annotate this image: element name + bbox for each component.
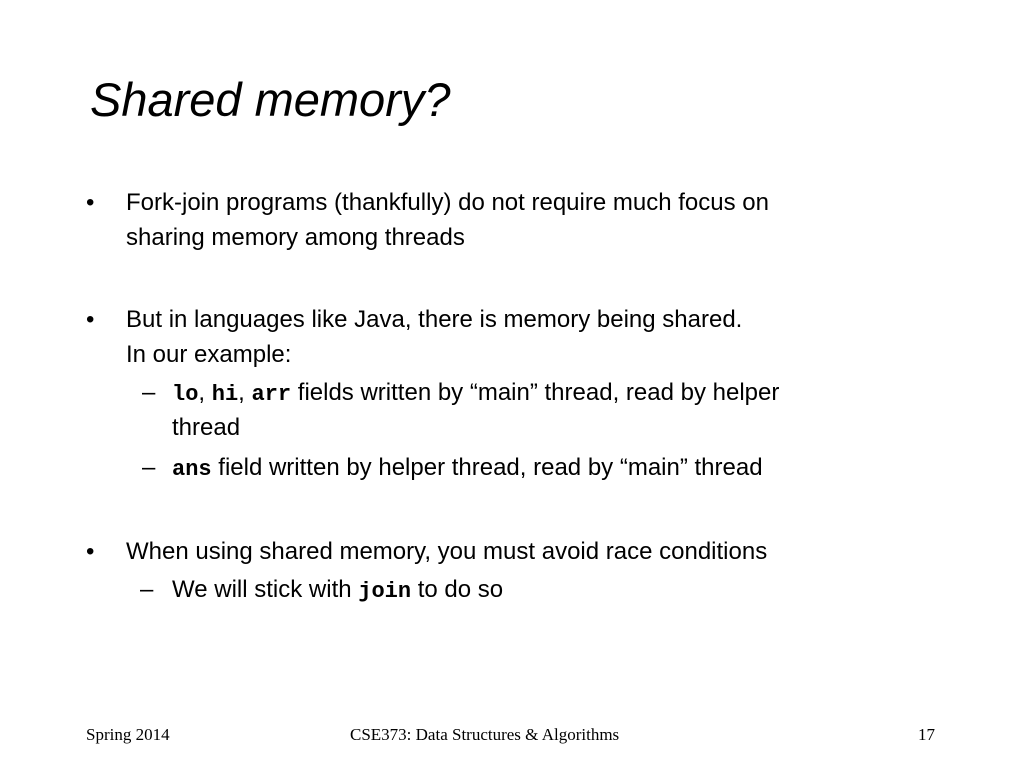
sub-item-text: field written by helper thread, read by “main” thread	[211, 454, 763, 481]
bullet-2-line-1: But in languages like Java, there is memory being shared.	[126, 306, 743, 333]
bullet-marker: •	[86, 189, 95, 216]
sub-item-2-2-line-1	[172, 450, 763, 487]
code-arr: arr	[251, 382, 292, 407]
code-lo: lo	[172, 382, 199, 407]
sub-bullet-marker: –	[142, 379, 156, 406]
bullet-marker: •	[86, 306, 95, 333]
sub-item-3-1-line-1	[172, 572, 503, 609]
sub-bullet-marker: –	[142, 454, 156, 481]
bullet-1-line-2: sharing memory among threads	[126, 224, 465, 251]
footer-course-title: CSE373: Data Structures & Algorithms	[350, 725, 620, 744]
bullet-3-line-1: When using shared memory, you must avoid race conditions	[126, 538, 768, 565]
code-ans: ans	[172, 457, 212, 482]
code-hi: hi	[211, 382, 239, 407]
code-join: join	[358, 579, 412, 604]
bullet-2-line-2: In our example:	[126, 341, 292, 368]
bullet-1-line-1: Fork-join programs (thankfully) do not require much focus on	[126, 189, 769, 216]
footer-page-number: 17	[918, 725, 935, 744]
slide-title: Shared memory?	[90, 73, 451, 126]
sub-item-2-1-line-1	[172, 375, 779, 412]
footer-date: Spring 2014	[86, 725, 170, 744]
sub-item-2-1-line-2: thread	[172, 414, 241, 441]
sub-item-text: We will stick with	[172, 576, 359, 603]
separator: ,	[238, 379, 252, 406]
sub-item-text: to do so	[411, 576, 504, 603]
bullet-marker: •	[86, 538, 95, 565]
separator: ,	[198, 379, 212, 406]
sub-bullet-marker: –	[140, 576, 154, 603]
sub-item-text: fields written by “main” thread, read by helper	[291, 379, 780, 406]
